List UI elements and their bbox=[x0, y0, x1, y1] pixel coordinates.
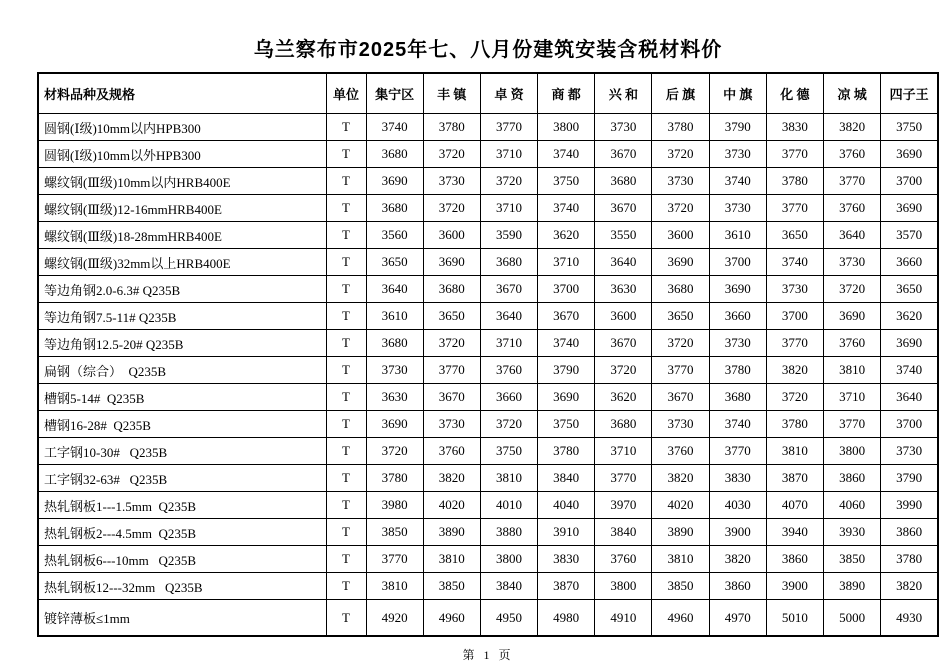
unit-value: T bbox=[326, 384, 366, 411]
price-value: 3860 bbox=[766, 546, 823, 573]
price-value: 3840 bbox=[595, 519, 652, 546]
price-value: 3820 bbox=[423, 465, 480, 492]
column-header-region: 兴 和 bbox=[595, 73, 652, 114]
price-value: 3810 bbox=[766, 438, 823, 465]
price-value: 3990 bbox=[881, 492, 938, 519]
price-value: 3720 bbox=[652, 195, 709, 222]
price-value: 3940 bbox=[766, 519, 823, 546]
price-value: 3790 bbox=[709, 114, 766, 141]
price-table-body bbox=[38, 114, 938, 637]
price-value: 3620 bbox=[595, 384, 652, 411]
price-value: 3820 bbox=[881, 573, 938, 600]
price-value: 3810 bbox=[824, 357, 881, 384]
table-row bbox=[38, 411, 938, 438]
table-row bbox=[38, 492, 938, 519]
price-value: 3770 bbox=[366, 546, 423, 573]
price-value: 3650 bbox=[652, 303, 709, 330]
column-header-region: 化 德 bbox=[766, 73, 823, 114]
price-value: 3680 bbox=[423, 276, 480, 303]
price-value: 3750 bbox=[538, 411, 595, 438]
table-row bbox=[38, 330, 938, 357]
material-name: 螺纹钢(Ⅲ级)18-28mmHRB400E bbox=[38, 222, 326, 249]
page-title: 乌兰察布市2025年七、八月份建筑安装含税材料价 bbox=[253, 39, 723, 61]
price-value: 3980 bbox=[366, 492, 423, 519]
column-header-material: 材料品种及规格 bbox=[38, 73, 326, 114]
price-value: 3550 bbox=[595, 222, 652, 249]
price-value: 3640 bbox=[881, 384, 938, 411]
price-value: 3640 bbox=[595, 249, 652, 276]
price-value: 3850 bbox=[824, 546, 881, 573]
price-value: 3800 bbox=[595, 573, 652, 600]
price-value: 3770 bbox=[595, 465, 652, 492]
table-row bbox=[38, 222, 938, 249]
price-value: 4030 bbox=[709, 492, 766, 519]
price-value: 3740 bbox=[709, 411, 766, 438]
price-value: 3680 bbox=[480, 249, 537, 276]
price-value: 3730 bbox=[766, 276, 823, 303]
unit-value: T bbox=[326, 519, 366, 546]
price-value: 3710 bbox=[480, 141, 537, 168]
unit-value: T bbox=[326, 357, 366, 384]
price-value: 3650 bbox=[881, 276, 938, 303]
price-value: 3730 bbox=[709, 195, 766, 222]
price-value: 3720 bbox=[480, 168, 537, 195]
price-value: 3690 bbox=[709, 276, 766, 303]
price-value: 3690 bbox=[423, 249, 480, 276]
material-price-table bbox=[37, 72, 939, 637]
price-value: 3720 bbox=[652, 330, 709, 357]
price-value: 3680 bbox=[595, 168, 652, 195]
price-value: 3760 bbox=[423, 438, 480, 465]
unit-value: T bbox=[326, 573, 366, 600]
material-name: 槽钢16-28# Q235B bbox=[38, 411, 326, 438]
price-value: 4970 bbox=[709, 600, 766, 637]
material-name: 热轧钢板12---32mm Q235B bbox=[38, 573, 326, 600]
column-header-region: 凉 城 bbox=[824, 73, 881, 114]
price-value: 3700 bbox=[766, 303, 823, 330]
price-value: 3840 bbox=[480, 573, 537, 600]
price-value: 3770 bbox=[824, 168, 881, 195]
price-value: 4950 bbox=[480, 600, 537, 637]
table-row bbox=[38, 357, 938, 384]
price-value: 3710 bbox=[480, 330, 537, 357]
price-value: 3640 bbox=[366, 276, 423, 303]
price-value: 3830 bbox=[709, 465, 766, 492]
price-value: 3720 bbox=[366, 438, 423, 465]
price-value: 3650 bbox=[423, 303, 480, 330]
material-name: 工字钢10-30# Q235B bbox=[38, 438, 326, 465]
unit-value: T bbox=[326, 168, 366, 195]
price-value: 3850 bbox=[423, 573, 480, 600]
price-value: 3730 bbox=[595, 114, 652, 141]
table-row bbox=[38, 114, 938, 141]
table-row bbox=[38, 168, 938, 195]
unit-value: T bbox=[326, 114, 366, 141]
price-value: 3730 bbox=[652, 168, 709, 195]
price-value: 3720 bbox=[766, 384, 823, 411]
price-value: 4070 bbox=[766, 492, 823, 519]
price-value: 3740 bbox=[881, 357, 938, 384]
material-name: 螺纹钢(Ⅲ级)10mm以内HRB400E bbox=[38, 168, 326, 195]
price-value: 3680 bbox=[709, 384, 766, 411]
price-value: 3780 bbox=[709, 357, 766, 384]
price-value: 3730 bbox=[423, 411, 480, 438]
price-value: 5010 bbox=[766, 600, 823, 637]
price-value: 3750 bbox=[538, 168, 595, 195]
material-name: 热轧钢板6---10mm Q235B bbox=[38, 546, 326, 573]
price-value: 3770 bbox=[766, 330, 823, 357]
price-value: 3830 bbox=[538, 546, 595, 573]
price-value: 3720 bbox=[423, 195, 480, 222]
price-value: 3800 bbox=[824, 438, 881, 465]
price-value: 3770 bbox=[652, 357, 709, 384]
price-value: 4980 bbox=[538, 600, 595, 637]
price-value: 3690 bbox=[881, 195, 938, 222]
table-row bbox=[38, 141, 938, 168]
price-value: 3820 bbox=[652, 465, 709, 492]
price-value: 3740 bbox=[709, 168, 766, 195]
price-value: 3720 bbox=[480, 411, 537, 438]
material-name: 等边角钢2.0-6.3# Q235B bbox=[38, 276, 326, 303]
price-value: 3840 bbox=[538, 465, 595, 492]
unit-value: T bbox=[326, 249, 366, 276]
price-value: 3720 bbox=[423, 330, 480, 357]
price-value: 4010 bbox=[480, 492, 537, 519]
unit-value: T bbox=[326, 141, 366, 168]
table-row bbox=[38, 465, 938, 492]
price-value: 3760 bbox=[824, 141, 881, 168]
price-value: 3720 bbox=[595, 357, 652, 384]
price-value: 3770 bbox=[709, 438, 766, 465]
price-value: 3760 bbox=[480, 357, 537, 384]
column-header-region: 后 旗 bbox=[652, 73, 709, 114]
price-value: 4960 bbox=[652, 600, 709, 637]
material-name: 圆钢(Ⅰ级)10mm以外HPB300 bbox=[38, 141, 326, 168]
material-name: 螺纹钢(Ⅲ级)32mm以上HRB400E bbox=[38, 249, 326, 276]
price-value: 3740 bbox=[766, 249, 823, 276]
material-name: 等边角钢12.5-20# Q235B bbox=[38, 330, 326, 357]
price-value: 3670 bbox=[480, 276, 537, 303]
price-value: 3670 bbox=[423, 384, 480, 411]
price-value: 3790 bbox=[881, 465, 938, 492]
price-value: 3680 bbox=[366, 141, 423, 168]
material-name: 热轧钢板2---4.5mm Q235B bbox=[38, 519, 326, 546]
price-value: 3760 bbox=[652, 438, 709, 465]
price-value: 3560 bbox=[366, 222, 423, 249]
price-value: 3640 bbox=[824, 222, 881, 249]
price-value: 3850 bbox=[366, 519, 423, 546]
price-value: 3860 bbox=[824, 465, 881, 492]
price-value: 3730 bbox=[709, 141, 766, 168]
price-value: 3670 bbox=[538, 303, 595, 330]
price-value: 3890 bbox=[824, 573, 881, 600]
column-header-region: 集宁区 bbox=[366, 73, 423, 114]
price-value: 3710 bbox=[824, 384, 881, 411]
price-value: 3760 bbox=[824, 330, 881, 357]
table-header-row bbox=[38, 73, 938, 114]
price-value: 3660 bbox=[480, 384, 537, 411]
price-value: 3620 bbox=[538, 222, 595, 249]
price-value: 3780 bbox=[766, 411, 823, 438]
price-value: 3800 bbox=[538, 114, 595, 141]
price-value: 3770 bbox=[480, 114, 537, 141]
price-value: 3690 bbox=[881, 141, 938, 168]
material-name: 螺纹钢(Ⅲ级)12-16mmHRB400E bbox=[38, 195, 326, 222]
unit-value: T bbox=[326, 195, 366, 222]
price-value: 3820 bbox=[824, 114, 881, 141]
unit-value: T bbox=[326, 438, 366, 465]
price-value: 3700 bbox=[538, 276, 595, 303]
price-value: 3810 bbox=[366, 573, 423, 600]
table-row bbox=[38, 573, 938, 600]
price-value: 3630 bbox=[595, 276, 652, 303]
price-value: 3890 bbox=[423, 519, 480, 546]
price-value: 3870 bbox=[538, 573, 595, 600]
price-value: 3770 bbox=[423, 357, 480, 384]
price-value: 3650 bbox=[366, 249, 423, 276]
table-row bbox=[38, 438, 938, 465]
price-value: 3770 bbox=[766, 141, 823, 168]
price-value: 3690 bbox=[824, 303, 881, 330]
price-value: 3600 bbox=[595, 303, 652, 330]
price-value: 3710 bbox=[538, 249, 595, 276]
price-value: 3650 bbox=[766, 222, 823, 249]
unit-value: T bbox=[326, 465, 366, 492]
price-value: 3690 bbox=[652, 249, 709, 276]
unit-value: T bbox=[326, 546, 366, 573]
table-row bbox=[38, 546, 938, 573]
material-name: 工字钢32-63# Q235B bbox=[38, 465, 326, 492]
price-value: 4920 bbox=[366, 600, 423, 637]
price-value: 3780 bbox=[766, 168, 823, 195]
price-value: 3670 bbox=[595, 330, 652, 357]
price-value: 3750 bbox=[480, 438, 537, 465]
price-value: 3790 bbox=[538, 357, 595, 384]
table-row bbox=[38, 519, 938, 546]
price-value: 3690 bbox=[538, 384, 595, 411]
material-name: 镀锌薄板≤1mm bbox=[38, 600, 326, 637]
price-value: 4930 bbox=[881, 600, 938, 637]
price-value: 3860 bbox=[709, 573, 766, 600]
price-value: 3880 bbox=[480, 519, 537, 546]
price-value: 3740 bbox=[538, 195, 595, 222]
unit-value: T bbox=[326, 411, 366, 438]
material-name: 等边角钢7.5-11# Q235B bbox=[38, 303, 326, 330]
column-header-unit: 单位 bbox=[326, 73, 366, 114]
price-value: 3720 bbox=[423, 141, 480, 168]
price-value: 3660 bbox=[709, 303, 766, 330]
price-value: 3740 bbox=[538, 141, 595, 168]
price-value: 3670 bbox=[595, 195, 652, 222]
price-value: 3600 bbox=[423, 222, 480, 249]
unit-value: T bbox=[326, 276, 366, 303]
price-value: 4020 bbox=[652, 492, 709, 519]
price-value: 3720 bbox=[652, 141, 709, 168]
price-value: 4060 bbox=[824, 492, 881, 519]
price-value: 3590 bbox=[480, 222, 537, 249]
price-value: 3770 bbox=[766, 195, 823, 222]
price-value: 4910 bbox=[595, 600, 652, 637]
price-value: 3730 bbox=[881, 438, 938, 465]
price-value: 4040 bbox=[538, 492, 595, 519]
price-value: 3700 bbox=[881, 411, 938, 438]
material-name: 热轧钢板1---1.5mm Q235B bbox=[38, 492, 326, 519]
price-value: 3720 bbox=[824, 276, 881, 303]
price-value: 4960 bbox=[423, 600, 480, 637]
price-value: 3780 bbox=[423, 114, 480, 141]
price-value: 3690 bbox=[366, 411, 423, 438]
price-value: 3680 bbox=[652, 276, 709, 303]
column-header-region: 四子王 bbox=[881, 73, 938, 114]
price-value: 3630 bbox=[366, 384, 423, 411]
price-value: 3730 bbox=[824, 249, 881, 276]
price-value: 3610 bbox=[709, 222, 766, 249]
price-value: 3800 bbox=[480, 546, 537, 573]
unit-value: T bbox=[326, 330, 366, 357]
price-value: 3810 bbox=[480, 465, 537, 492]
table-row bbox=[38, 249, 938, 276]
unit-value: T bbox=[326, 222, 366, 249]
price-value: 4020 bbox=[423, 492, 480, 519]
price-value: 3780 bbox=[881, 546, 938, 573]
price-value: 3700 bbox=[709, 249, 766, 276]
page-number: 第 1 页 bbox=[462, 648, 514, 662]
price-value: 3820 bbox=[766, 357, 823, 384]
price-value: 3770 bbox=[824, 411, 881, 438]
price-value: 3620 bbox=[881, 303, 938, 330]
price-value: 3810 bbox=[652, 546, 709, 573]
price-value: 3670 bbox=[595, 141, 652, 168]
price-value: 3830 bbox=[766, 114, 823, 141]
price-value: 3890 bbox=[652, 519, 709, 546]
price-value: 3710 bbox=[480, 195, 537, 222]
price-value: 3730 bbox=[423, 168, 480, 195]
price-value: 3700 bbox=[881, 168, 938, 195]
price-value: 3730 bbox=[652, 411, 709, 438]
price-value: 3690 bbox=[366, 168, 423, 195]
price-value: 3710 bbox=[595, 438, 652, 465]
price-value: 3690 bbox=[881, 330, 938, 357]
price-value: 3610 bbox=[366, 303, 423, 330]
price-value: 3740 bbox=[366, 114, 423, 141]
material-name: 槽钢5-14# Q235B bbox=[38, 384, 326, 411]
price-value: 3660 bbox=[881, 249, 938, 276]
price-value: 3680 bbox=[595, 411, 652, 438]
table-row bbox=[38, 303, 938, 330]
unit-value: T bbox=[326, 492, 366, 519]
price-value: 3730 bbox=[709, 330, 766, 357]
price-value: 3640 bbox=[480, 303, 537, 330]
column-header-region: 中 旗 bbox=[709, 73, 766, 114]
price-value: 3860 bbox=[881, 519, 938, 546]
price-value: 3870 bbox=[766, 465, 823, 492]
price-value: 3810 bbox=[423, 546, 480, 573]
column-header-region: 丰 镇 bbox=[423, 73, 480, 114]
price-value: 3730 bbox=[366, 357, 423, 384]
price-value: 3570 bbox=[881, 222, 938, 249]
table-row bbox=[38, 276, 938, 303]
material-name: 扁钢（综合） Q235B bbox=[38, 357, 326, 384]
price-value: 3930 bbox=[824, 519, 881, 546]
table-row bbox=[38, 195, 938, 222]
material-name: 圆钢(Ⅰ级)10mm以内HPB300 bbox=[38, 114, 326, 141]
price-value: 3900 bbox=[766, 573, 823, 600]
price-value: 3900 bbox=[709, 519, 766, 546]
price-value: 3680 bbox=[366, 195, 423, 222]
price-value: 3760 bbox=[824, 195, 881, 222]
price-value: 5000 bbox=[824, 600, 881, 637]
table-row bbox=[38, 600, 938, 637]
price-value: 3760 bbox=[595, 546, 652, 573]
price-value: 3740 bbox=[538, 330, 595, 357]
price-value: 3850 bbox=[652, 573, 709, 600]
price-value: 3680 bbox=[366, 330, 423, 357]
price-value: 3820 bbox=[709, 546, 766, 573]
price-value: 3780 bbox=[538, 438, 595, 465]
price-value: 3780 bbox=[652, 114, 709, 141]
table-row bbox=[38, 384, 938, 411]
price-value: 3670 bbox=[652, 384, 709, 411]
price-value: 3910 bbox=[538, 519, 595, 546]
column-header-region: 商 都 bbox=[538, 73, 595, 114]
price-value: 3780 bbox=[366, 465, 423, 492]
column-header-region: 卓 资 bbox=[480, 73, 537, 114]
price-value: 3970 bbox=[595, 492, 652, 519]
unit-value: T bbox=[326, 600, 366, 637]
price-value: 3750 bbox=[881, 114, 938, 141]
price-value: 3600 bbox=[652, 222, 709, 249]
unit-value: T bbox=[326, 303, 366, 330]
